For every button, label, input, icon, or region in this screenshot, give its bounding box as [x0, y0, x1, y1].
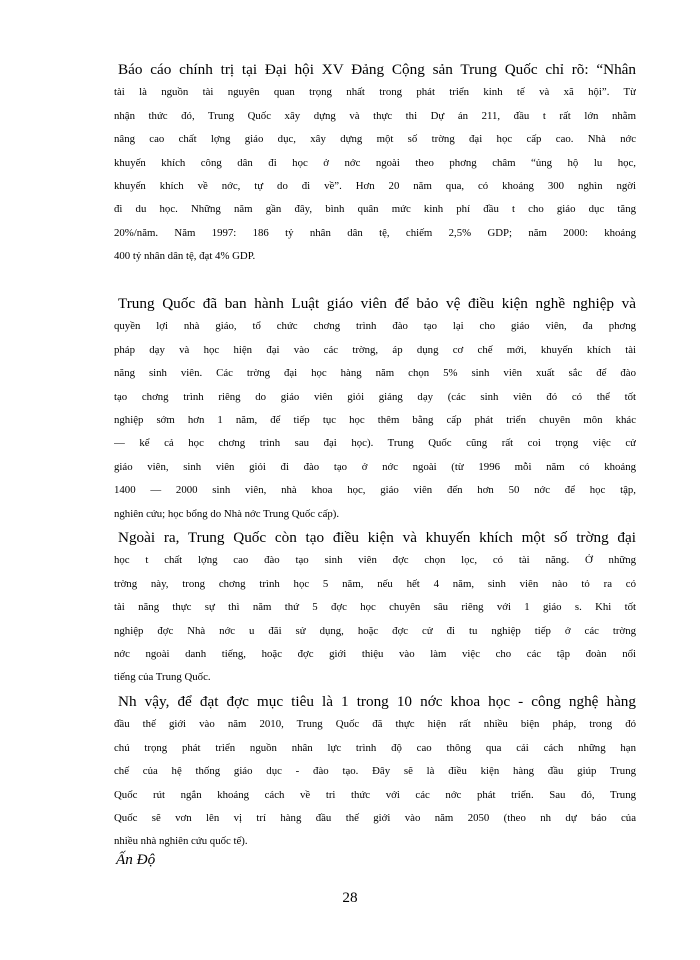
text-line: học t chất lợng cao đào tạo sinh viên đợc chọn lọc, có tài năng. Ở những	[114, 554, 636, 567]
text-line: pháp dạy và học hiện đại vào các trờng, áp dụng cơ chế mới, khuyến khích tài	[114, 343, 636, 356]
text-line: tài là nguồn tài nguyên quan trọng nhất trong phát triển kinh tế và xã hội”. Từ	[114, 86, 636, 99]
text-line: chú trọng phát triển nguồn nhân lực trình độ cao thông qua cải cách những hạn	[114, 741, 636, 754]
text-line: khuyến khích công dân đi học ở nớc ngoài theo phơng châm “ủng hộ lu học,	[114, 156, 636, 169]
text-line: Trung Quốc đã ban hành Luật giáo viên để bảo vệ điều kiện nghề nghiệp và	[118, 295, 636, 312]
text-line: nớc ngoài danh tiếng, hoặc đợc giới thiệu vào làm việc cho các tập đoàn nổi	[114, 648, 636, 661]
text-line: Nh vậy, để đạt đợc mục tiêu là 1 trong 10 nớc khoa học - công nghệ hàng	[118, 693, 636, 710]
text-line: trờng này, trong chơng trình học 5 năm, nếu hết 4 năm, sinh viên nào tỏ ra có	[114, 577, 636, 590]
text-line: nghiệp đợc Nhà nớc u đãi sử dụng, hoặc đợc cử đi tu nghiệp tiếp ở các trờng	[114, 624, 636, 637]
text-line: chế của hệ thống giáo dục - đào tạo. Đây sẽ là điều kiện hàng đầu giúp Trung	[114, 765, 636, 778]
paragraph-teacher-law	[116, 292, 636, 526]
text-line: Ngoài ra, Trung Quốc còn tạo điều kiện và khuyến khích một số trờng đại	[118, 529, 636, 546]
text-line: nâng cao chất lợng giáo dục, xây dựng một số trờng đại học cấp cao. Nhà nớc	[114, 133, 636, 146]
text-line: tạo chơng trình riêng do giáo viên giỏi giảng dạy (các sinh viên đó có thể tốt	[114, 390, 636, 403]
text-line: nhận thức đó, Trung Quốc xây dựng và thực thi Dự án 211, đầu t rất lớn nhằm	[114, 109, 636, 122]
text-line: đầu thế giới vào năm 2010, Trung Quốc đã thực hiện rất nhiều biện pháp, trong đó	[114, 718, 636, 731]
text-line: Quốc rút ngắn khoảng cách về tri thức với các nớc phát triển. Sau đó, Trung	[114, 788, 636, 801]
text-line: 1400 — 2000 sinh viên, nhà khoa học, giáo viên đến hơn 50 nớc để học tập,	[114, 484, 636, 497]
text-line: nghiệp sớm hơn 1 năm, để tiếp tục học thêm bằng cấp phát triển chuyên môn khác	[114, 414, 636, 427]
paragraph-conclusion	[116, 690, 636, 854]
text-line: nghiên cứu; học bổng do Nhà nớc Trung Quốc cấp).	[114, 507, 340, 520]
text-line: đi du học. Những năm gần đây, bình quân mức kinh phí đầu t cho giáo dục tăng	[114, 203, 636, 216]
text-line: quyền lợi nhà giáo, tổ chức chơng trình đào tạo lại cho giáo viên, đa phơng	[114, 320, 636, 333]
section-heading-india: Ấn Độ	[116, 851, 156, 868]
text-line: — kể cả học chơng trình sau đại học). Trung Quốc cũng rất coi trọng việc cử	[114, 437, 636, 450]
text-line: Quốc sẽ vơn lên vị trí hàng đầu thế giới vào năm 2050 (theo nh dự báo của	[114, 812, 636, 825]
text-line: 400 tỷ nhân dân tệ, đạt 4% GDP.	[114, 250, 256, 263]
text-line: tài năng thực sự thì năm thứ 5 đợc học chuyên sâu riêng với 1 giáo s. Khi tốt	[114, 601, 636, 614]
text-line: 20%/năm. Năm 1997: 186 tỷ nhân dân tệ, chiếm 2,5% GDP; năm 2000: khoảng	[114, 226, 636, 239]
paragraph-elite-universities	[116, 526, 636, 690]
text-line: năng sinh viên. Các trờng đại học hàng năm chọn 5% sinh viên xuất sắc để đào	[114, 367, 636, 380]
text-line: tiếng của Trung Quốc.	[114, 671, 211, 684]
text-line: giáo viên, sinh viên giỏi đi đào tạo ở nớc ngoài (từ 1996 mỗi năm có khoảng	[114, 460, 636, 473]
text-line: khuyến khích về nớc, tự do đi về”. Hơn 20 năm qua, có khoảng 300 nghìn ngời	[114, 180, 636, 193]
text-line: Báo cáo chính trị tại Đại hội XV Đảng Cộng sản Trung Quốc chỉ rõ: “Nhân	[118, 61, 636, 78]
page-number: 28	[342, 889, 358, 906]
paragraph-china-talent-policy	[116, 58, 636, 269]
text-line: nhiều nhà nghiên cứu quốc tế).	[114, 835, 248, 848]
